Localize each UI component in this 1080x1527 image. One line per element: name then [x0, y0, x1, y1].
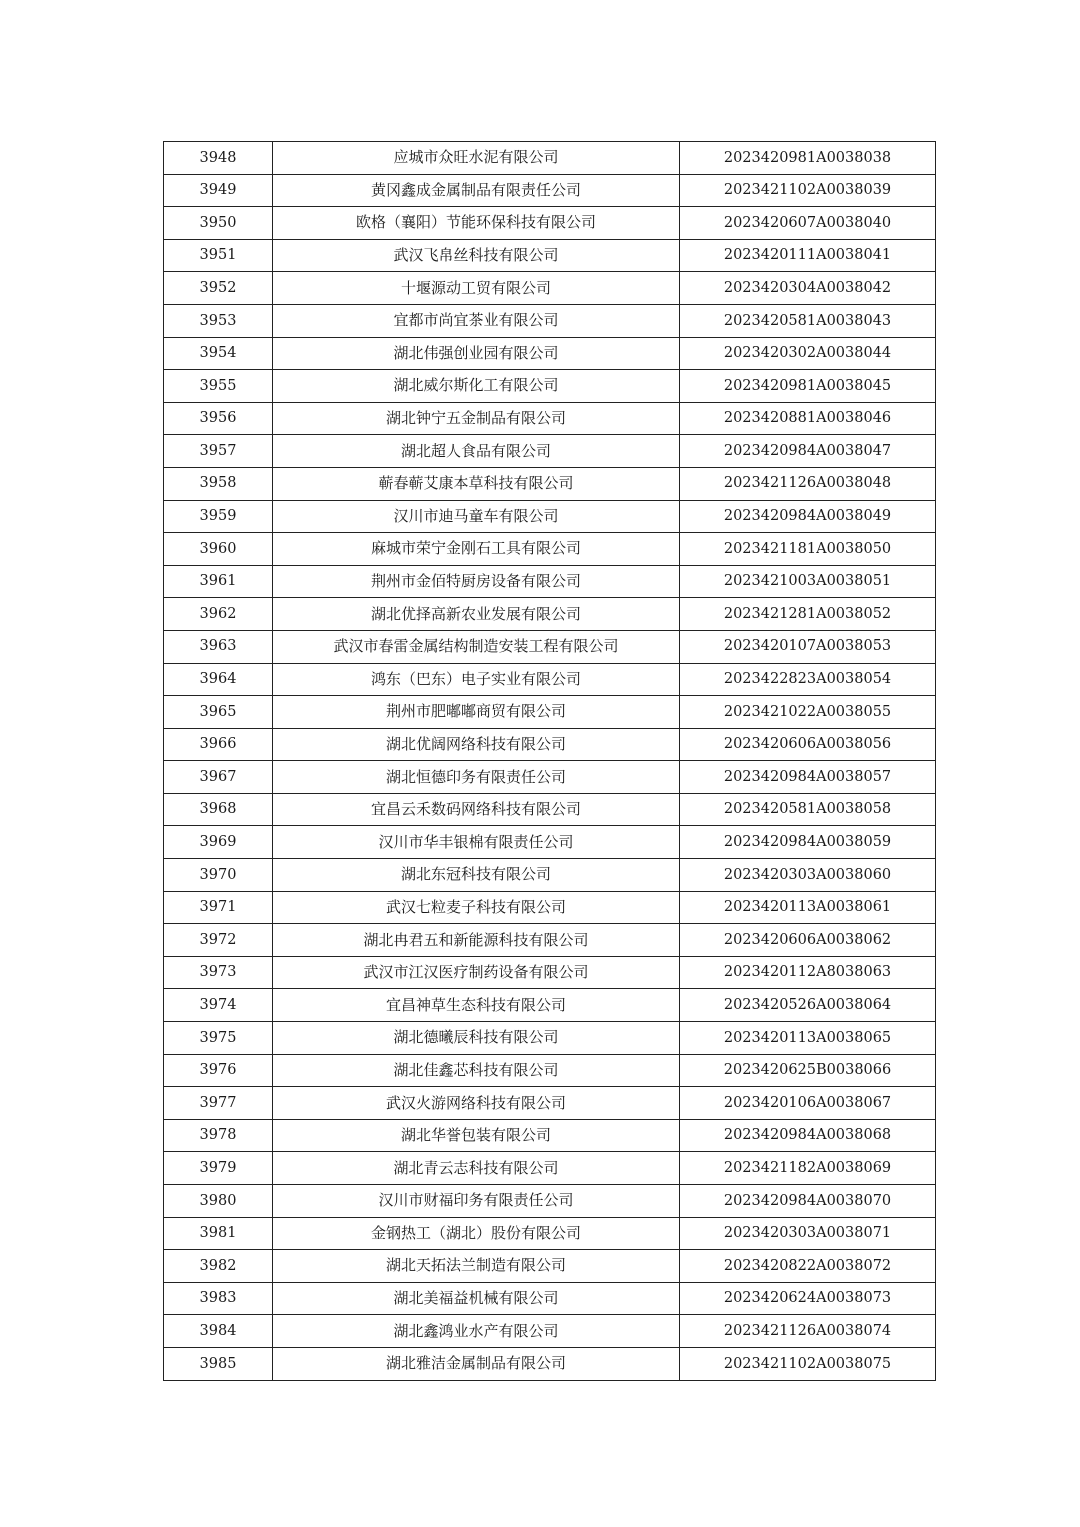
company-name-cell: 湖北冉君五和新能源科技有限公司	[273, 924, 680, 957]
company-name-cell: 湖北优阔网络科技有限公司	[273, 728, 680, 761]
company-name-cell: 汉川市华丰银棉有限责任公司	[273, 826, 680, 859]
company-name-cell: 宜昌云禾数码网络科技有限公司	[273, 793, 680, 826]
row-number-cell: 3974	[164, 989, 273, 1022]
row-number-cell: 3950	[164, 207, 273, 240]
registration-code-cell: 2023420984A0038059	[680, 826, 936, 859]
table-row	[164, 696, 936, 729]
table-row	[164, 1217, 936, 1250]
company-name-cell: 湖北鑫鸿业水产有限公司	[273, 1315, 680, 1348]
registration-code-cell: 2023421003A0038051	[680, 565, 936, 598]
registration-code-cell: 2023420113A0038061	[680, 891, 936, 924]
company-name-cell: 湖北德曦辰科技有限公司	[273, 1022, 680, 1055]
registration-code-cell: 2023421126A0038048	[680, 467, 936, 500]
table-row	[164, 304, 936, 337]
row-number-cell: 3980	[164, 1185, 273, 1218]
registration-code-cell: 2023420581A0038058	[680, 793, 936, 826]
row-number-cell: 3957	[164, 435, 273, 468]
row-number-cell: 3970	[164, 859, 273, 892]
row-number-cell: 3969	[164, 826, 273, 859]
registration-code-cell: 2023421182A0038069	[680, 1152, 936, 1185]
table-row	[164, 1152, 936, 1185]
row-number-cell: 3952	[164, 272, 273, 305]
row-number-cell: 3960	[164, 533, 273, 566]
row-number-cell: 3984	[164, 1315, 273, 1348]
row-number-cell: 3961	[164, 565, 273, 598]
registration-code-cell: 2023420302A0038044	[680, 337, 936, 370]
row-number-cell: 3975	[164, 1022, 273, 1055]
company-name-cell: 荆州市金佰特厨房设备有限公司	[273, 565, 680, 598]
table-row	[164, 142, 936, 175]
table-row	[164, 598, 936, 631]
row-number-cell: 3978	[164, 1119, 273, 1152]
table-row	[164, 272, 936, 305]
registration-code-cell: 2023420981A0038045	[680, 370, 936, 403]
company-name-cell: 汉川市迪马童车有限公司	[273, 500, 680, 533]
registration-code-cell: 2023420607A0038040	[680, 207, 936, 240]
company-name-cell: 湖北佳鑫芯科技有限公司	[273, 1054, 680, 1087]
row-number-cell: 3966	[164, 728, 273, 761]
registration-code-cell: 2023420624A0038073	[680, 1282, 936, 1315]
row-number-cell: 3951	[164, 239, 273, 272]
company-name-cell: 湖北伟强创业园有限公司	[273, 337, 680, 370]
registration-code-cell: 2023420984A0038068	[680, 1119, 936, 1152]
registration-code-cell: 2023420984A0038047	[680, 435, 936, 468]
row-number-cell: 3985	[164, 1347, 273, 1380]
registration-code-cell: 2023420984A0038049	[680, 500, 936, 533]
table-row	[164, 1347, 936, 1380]
company-name-cell: 武汉市江汉医疗制药设备有限公司	[273, 956, 680, 989]
table-row	[164, 859, 936, 892]
row-number-cell: 3965	[164, 696, 273, 729]
company-name-cell: 武汉火游网络科技有限公司	[273, 1087, 680, 1120]
registration-code-cell: 2023420606A0038062	[680, 924, 936, 957]
company-name-cell: 荆州市肥嘟嘟商贸有限公司	[273, 696, 680, 729]
table-row	[164, 826, 936, 859]
row-number-cell: 3981	[164, 1217, 273, 1250]
row-number-cell: 3955	[164, 370, 273, 403]
table-row	[164, 1119, 936, 1152]
table-row	[164, 467, 936, 500]
company-name-cell: 湖北优择高新农业发展有限公司	[273, 598, 680, 631]
row-number-cell: 3971	[164, 891, 273, 924]
registration-code-cell: 2023420303A0038071	[680, 1217, 936, 1250]
registration-code-cell: 2023420984A0038057	[680, 761, 936, 794]
table-row	[164, 728, 936, 761]
company-name-cell: 黄冈鑫成金属制品有限责任公司	[273, 174, 680, 207]
company-name-cell: 十堰源动工贸有限公司	[273, 272, 680, 305]
registration-code-cell: 2023421281A0038052	[680, 598, 936, 631]
company-name-cell: 武汉市春雷金属结构制造安装工程有限公司	[273, 630, 680, 663]
registration-code-cell: 2023420304A0038042	[680, 272, 936, 305]
row-number-cell: 3954	[164, 337, 273, 370]
row-number-cell: 3948	[164, 142, 273, 175]
registration-code-cell: 2023420113A0038065	[680, 1022, 936, 1055]
row-number-cell: 3976	[164, 1054, 273, 1087]
company-name-cell: 宜昌神草生态科技有限公司	[273, 989, 680, 1022]
table-row	[164, 370, 936, 403]
row-number-cell: 3972	[164, 924, 273, 957]
table-row	[164, 630, 936, 663]
company-name-cell: 宜都市尚宜茶业有限公司	[273, 304, 680, 337]
company-name-cell: 湖北美福益机械有限公司	[273, 1282, 680, 1315]
row-number-cell: 3967	[164, 761, 273, 794]
company-name-cell: 湖北威尔斯化工有限公司	[273, 370, 680, 403]
table-row	[164, 402, 936, 435]
table-row	[164, 533, 936, 566]
registration-code-cell: 2023420581A0038043	[680, 304, 936, 337]
registration-code-cell: 2023421126A0038074	[680, 1315, 936, 1348]
company-list-table	[163, 141, 936, 1381]
registration-code-cell: 2023420526A0038064	[680, 989, 936, 1022]
table-row	[164, 663, 936, 696]
row-number-cell: 3953	[164, 304, 273, 337]
row-number-cell: 3956	[164, 402, 273, 435]
registration-code-cell: 2023420303A0038060	[680, 859, 936, 892]
table-row	[164, 207, 936, 240]
table-row	[164, 1185, 936, 1218]
table-row	[164, 891, 936, 924]
table-row	[164, 337, 936, 370]
company-name-cell: 湖北雅洁金属制品有限公司	[273, 1347, 680, 1380]
row-number-cell: 3964	[164, 663, 273, 696]
table-row	[164, 1087, 936, 1120]
row-number-cell: 3968	[164, 793, 273, 826]
company-name-cell: 湖北东冠科技有限公司	[273, 859, 680, 892]
table-row	[164, 1022, 936, 1055]
table-row	[164, 174, 936, 207]
registration-code-cell: 2023420106A0038067	[680, 1087, 936, 1120]
row-number-cell: 3983	[164, 1282, 273, 1315]
registration-code-cell: 2023421022A0038055	[680, 696, 936, 729]
registration-code-cell: 2023422823A0038054	[680, 663, 936, 696]
row-number-cell: 3963	[164, 630, 273, 663]
table-row	[164, 1315, 936, 1348]
row-number-cell: 3973	[164, 956, 273, 989]
company-name-cell: 麻城市荣宁金刚石工具有限公司	[273, 533, 680, 566]
company-name-cell: 汉川市财福印务有限责任公司	[273, 1185, 680, 1218]
table-row	[164, 435, 936, 468]
registration-code-cell: 2023421102A0038039	[680, 174, 936, 207]
company-name-cell: 湖北超人食品有限公司	[273, 435, 680, 468]
company-name-cell: 应城市众旺水泥有限公司	[273, 142, 680, 175]
table-row	[164, 239, 936, 272]
registration-code-cell: 2023420107A0038053	[680, 630, 936, 663]
registration-code-cell: 2023420606A0038056	[680, 728, 936, 761]
table-row	[164, 1054, 936, 1087]
registration-code-cell: 2023420625B0038066	[680, 1054, 936, 1087]
row-number-cell: 3982	[164, 1250, 273, 1283]
table-row	[164, 793, 936, 826]
company-name-cell: 欧格（襄阳）节能环保科技有限公司	[273, 207, 680, 240]
company-name-cell: 湖北华誉包装有限公司	[273, 1119, 680, 1152]
company-name-cell: 蕲春蕲艾康本草科技有限公司	[273, 467, 680, 500]
table-row	[164, 1282, 936, 1315]
registration-code-cell: 2023420881A0038046	[680, 402, 936, 435]
row-number-cell: 3962	[164, 598, 273, 631]
registration-code-cell: 2023420981A0038038	[680, 142, 936, 175]
registration-code-cell: 2023421181A0038050	[680, 533, 936, 566]
table-row	[164, 1250, 936, 1283]
table-row	[164, 761, 936, 794]
registration-code-cell: 2023420112A8038063	[680, 956, 936, 989]
table-body	[164, 142, 936, 1381]
registration-code-cell: 2023420111A0038041	[680, 239, 936, 272]
registration-code-cell: 2023420822A0038072	[680, 1250, 936, 1283]
registration-code-cell: 2023420984A0038070	[680, 1185, 936, 1218]
table-row	[164, 924, 936, 957]
table-row	[164, 989, 936, 1022]
company-name-cell: 金钢热工（湖北）股份有限公司	[273, 1217, 680, 1250]
registration-code-cell: 2023421102A0038075	[680, 1347, 936, 1380]
company-name-cell: 湖北钟宁五金制品有限公司	[273, 402, 680, 435]
table-row	[164, 956, 936, 989]
company-name-cell: 鸿东（巴东）电子实业有限公司	[273, 663, 680, 696]
company-name-cell: 湖北青云志科技有限公司	[273, 1152, 680, 1185]
company-name-cell: 武汉飞帛丝科技有限公司	[273, 239, 680, 272]
row-number-cell: 3958	[164, 467, 273, 500]
row-number-cell: 3977	[164, 1087, 273, 1120]
company-name-cell: 湖北恒德印务有限责任公司	[273, 761, 680, 794]
company-name-cell: 湖北天拓法兰制造有限公司	[273, 1250, 680, 1283]
row-number-cell: 3949	[164, 174, 273, 207]
row-number-cell: 3959	[164, 500, 273, 533]
row-number-cell: 3979	[164, 1152, 273, 1185]
table-row	[164, 565, 936, 598]
company-name-cell: 武汉七粒麦子科技有限公司	[273, 891, 680, 924]
table-row	[164, 500, 936, 533]
